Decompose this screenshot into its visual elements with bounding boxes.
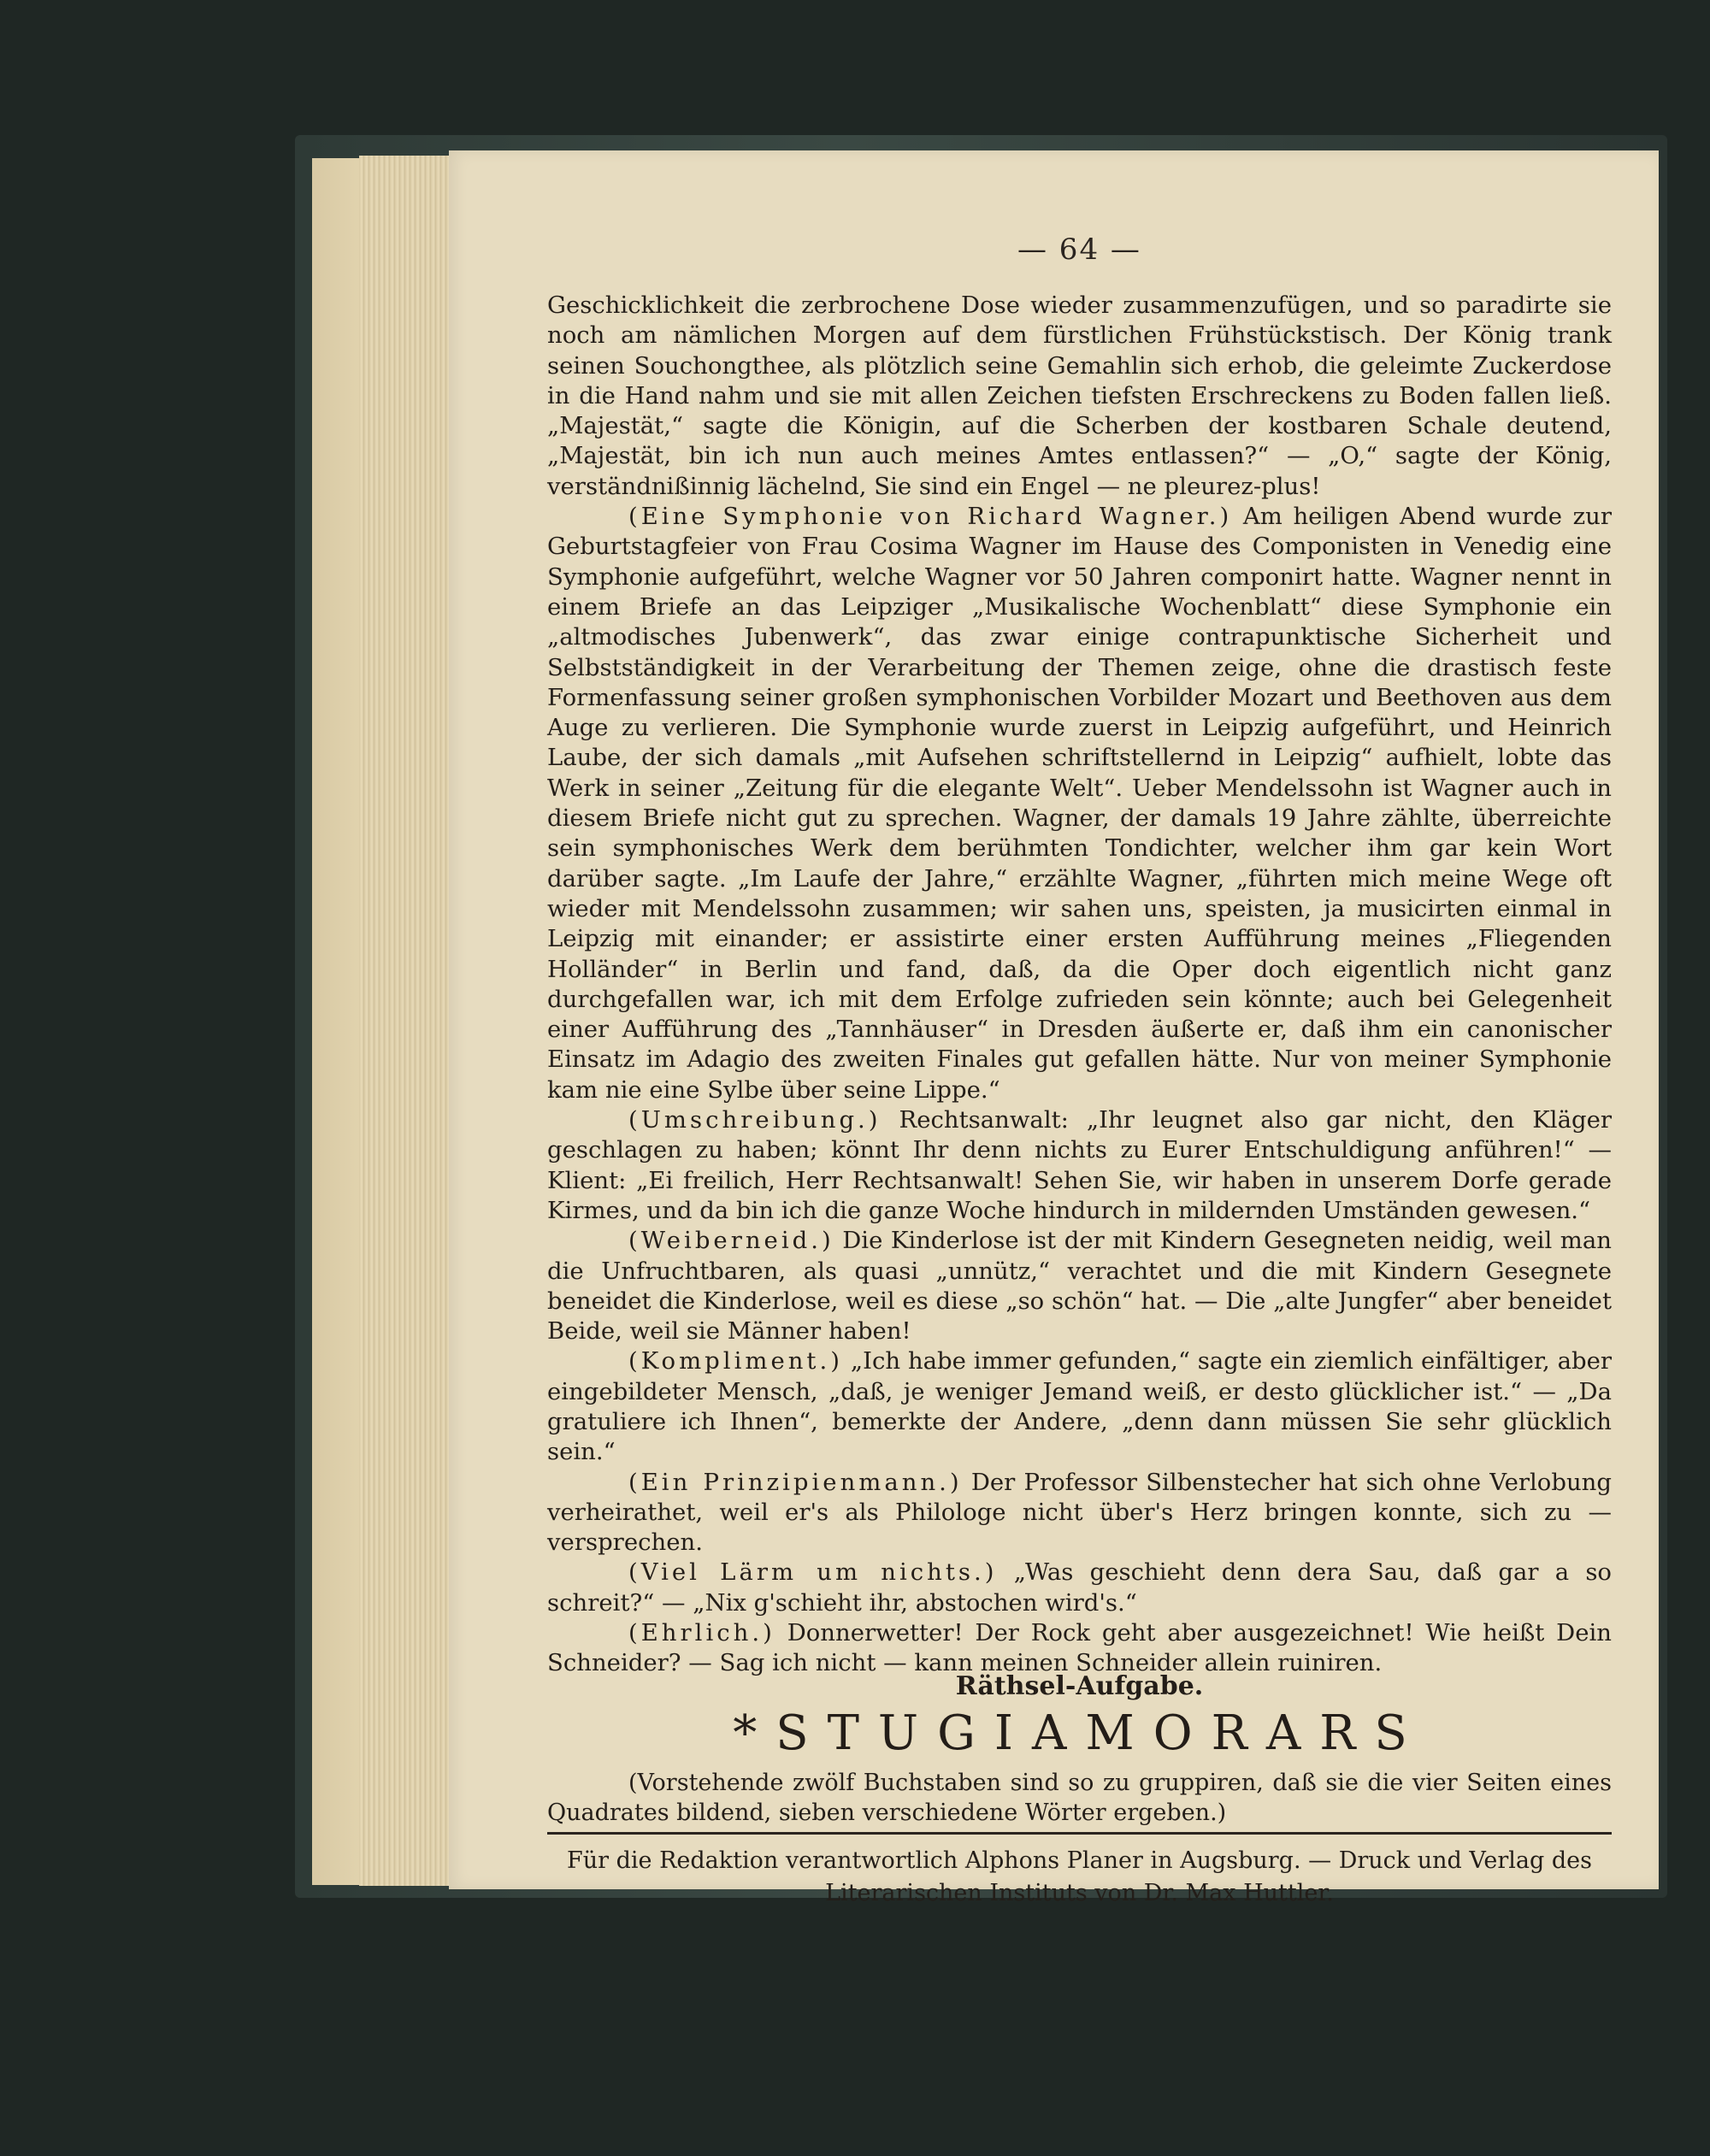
paragraph-title: (Viel Lärm um nichts.) — [628, 1558, 998, 1587]
paragraph-title: (Kompliment.) — [628, 1347, 843, 1375]
paragraph-title: (Weiberneid.) — [628, 1227, 834, 1255]
paragraph-text: Donnerwetter! Der Rock geht aber ausgezeichnet! Wie heißt Dein Schneider? — Sag ich nicht — kann meinen Schneider allein ruiniren. — [547, 1619, 1612, 1677]
paragraph-text: „Ich habe immer gefunden,“ sagte ein ziemlich einfältiger, aber eingebildeter Mensch, „daß, je weniger Jemand weiß, er desto glücklicher ist.“ — „Da gratuliere ich Ihnen“, bemerkte der Andere, „denn dann müssen Sie sehr glücklich sein.“ — [547, 1347, 1613, 1466]
paragraph-text: Geschicklichkeit die zerbrochene Dose wieder zusammenzufügen, und so paradirte sie noch am nämlichen Morgen auf dem fürstlichen Frühstückstisch. Der König trank seinen Souchongthee, als plötzlich seine Gemahlin sich erhob, die geleimte Zuckerdose in die Hand nahm und sie mit allen Zeichen tiefsten Erschreckens zu Boden fallen ließ. „Majestät,“ sagte die Königin, auf die Scherben der kostbaren Schale deutend, „Majestät, bin ich nun auch meines Amtes entlassen?“ — „O,“ sagte der König, verständnißinnig lächelnd, Sie sind ein Engel — ne pleurez-plus! — [547, 292, 1612, 500]
paragraph-title: (Umschreibung.) — [628, 1106, 882, 1134]
paragraph-prinzipienmann — [547, 1468, 1612, 1558]
body-text — [547, 291, 1612, 1679]
paragraph-weiberneid — [547, 1226, 1612, 1346]
paragraph-title: (Eine Symphonie von Richard Wagner.) — [628, 503, 1233, 531]
paragraph-text: „Was geschieht denn dera Sau, daß gar a so schreit?“ — „Nix g'schieht ihr, abstochen wird's.“ — [547, 1558, 1612, 1617]
paragraph-text: Am heiligen Abend wurde zur Geburtstagfeier von Frau Cosima Wagner im Hause des Componisten in Venedig eine Symphonie aufgeführt, welche Wagner vor 50 Jahren componirt hatte. Wagner nennt in einem Briefe an das Leipziger „Musikalische Wochenblatt“ diese Symphonie ein „altmodisches Jubenwerk“, das zwar einige contrapunktische Sicherheit und Selbstständigkeit in der Verarbeitung der Themen zeige, ohne die drastisch feste Formenfassung seiner großen symphonischen Vorbilder Mozart und Beethoven aus dem Auge zu verlieren. Die Symphonie wurde zuerst in Leipzig aufgeführt, und Heinrich Laube, der sich damals „mit Aufsehen schriftstellernd in Leipzig“ aufhielt, lobte das Werk in seiner „Zeitung für die elegante Welt“. Ueber Mendelssohn ist Wagner auch in diesem Briefe nicht gut zu sprechen. Wagner, der damals 19 Jahre zählte, überreichte sein symphonisches Werk dem berühmten Tondichter, welcher ihm gar kein Wort darüber sagte. „Im Laufe der Jahre,“ erzählte Wagner, „führten mich meine Wege oft wieder mit Mendelssohn zusammen; wir sahen uns, speisten, ja musicirten einmal in Leipzig mit einander; er assistirte einer ersten Aufführung meines „Fliegenden Holländer“ in Berlin und fand, daß, da die Oper doch eigentlich nicht ganz durchgefallen war, ich mit dem Erfolge zufrieden sein könnte; auch bei Gelegenheit einer Aufführung des „Tannhäuser“ in Dresden äußerte er, daß ihm ein canonischer Einsatz im Adagio des zweiten Finales gut gefallen hätte. Nur von meiner Symphonie kam nie eine Sylbe über seine Lippe.“ — [547, 503, 1612, 1104]
paragraph-symphonie — [547, 502, 1612, 1105]
paragraph-ehrlich — [547, 1618, 1612, 1679]
riddle-note: (Vorstehende zwölf Buchstaben sind so zu gruppiren, daß sie die vier Seiten eines Quadrates bildend, sieben verschiedene Wörter ergeben.) — [547, 1770, 1612, 1826]
page-edge-stack — [359, 156, 462, 1886]
paragraph-text: Der Professor Silbenstecher hat sich ohne Verlobung verheirathet, weil er's als Philologe nicht über's Herz bringen konnte, sich zu — versprechen. — [547, 1468, 1612, 1557]
paragraph-text: Die Kinderlose ist der mit Kindern Gesegneten neidig, weil man die Unfruchtbaren, als quasi „unnütz,“ verachtet und die mit Kindern Gesegnete beneidet die Kinderlose, weil es diese „so schön“ hat. — Die „alte Jungfer“ aber beneidet Beide, weil sie Männer haben! — [547, 1227, 1612, 1346]
paragraph-kompliment — [547, 1346, 1612, 1467]
paragraph-continuation — [547, 291, 1612, 502]
paragraph-title: (Ehrlich.) — [628, 1619, 775, 1647]
riddle-heading: Räthsel-Aufgabe. — [955, 1671, 1204, 1701]
page-number: — 64 — — [1017, 233, 1141, 267]
imprint-line-1: Für die Redaktion verantwortlich Alphons Planer in Augsburg. — Druck und Verlag des — [567, 1847, 1592, 1874]
paragraph-title: (Ein Prinzipienmann.) — [628, 1468, 963, 1496]
paragraph-text: Rechtsanwalt: „Ihr leugnet also gar nicht, den Kläger geschlagen zu haben; könnt Ihr denn nichts zu Eurer Entschuldigung anführen!“ — Klient: „Ei freilich, Herr Rechtsanwalt! Sehen Sie, wir haben in unserem Dorfe gerade Kirmes, und da bin ich die ganze Woche hindurch in mildernden Umständen gewesen.“ — [547, 1106, 1612, 1224]
divider-rule — [547, 1832, 1612, 1835]
paragraph-viel-laerm — [547, 1558, 1612, 1618]
riddle-word: *STUGIAMORARS — [733, 1705, 1426, 1761]
imprint — [547, 1845, 1612, 1910]
paragraph-umschreibung — [547, 1105, 1612, 1226]
imprint-line-2: Literarischen Instituts von Dr. Max Huttler. — [825, 1880, 1334, 1906]
